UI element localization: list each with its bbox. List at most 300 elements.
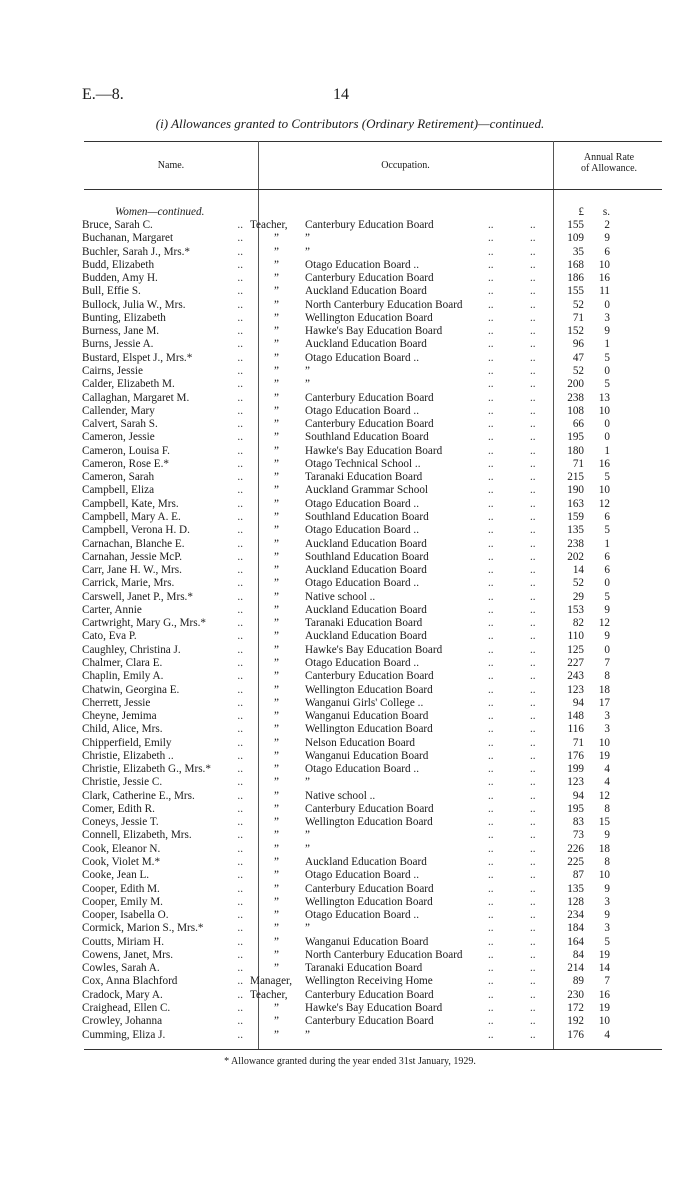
occupation: Canterbury Education Board: [305, 219, 434, 231]
allowance-shillings: 6: [604, 510, 610, 523]
leader-dots: ..: [237, 789, 243, 802]
leader-dots: ..: [530, 1015, 536, 1028]
pensioner-name: Child, Alice, Mrs.: [82, 723, 163, 736]
ditto-mark: ”: [274, 736, 279, 749]
document-reference: E.—8.: [82, 86, 124, 103]
allowance-shillings: 13: [598, 391, 610, 404]
leader-dots: ..: [488, 617, 494, 630]
allowance-shillings: 1: [604, 537, 610, 550]
leader-dots: ..: [530, 935, 536, 948]
leader-dots: ..: [488, 537, 494, 550]
leader-dots: ..: [237, 776, 243, 789]
table-row: [0, 338, 700, 351]
leader-dots: ..: [237, 829, 243, 842]
leader-dots: ..: [530, 471, 536, 484]
allowance-shillings: 9: [604, 603, 610, 616]
allowance-shillings: 10: [598, 736, 610, 749]
leader-dots: ..: [237, 816, 243, 829]
ditto-mark: ”: [274, 842, 279, 855]
table-row: [0, 750, 700, 763]
leader-dots: ..: [237, 656, 243, 669]
allowance-pounds: 96: [572, 338, 584, 351]
leader-dots: ..: [488, 763, 494, 776]
pensioner-name: Cato, Eva P.: [82, 630, 137, 643]
leader-dots: ..: [530, 457, 536, 470]
leader-dots: ..: [237, 590, 243, 603]
occupation: Otago Education Board ..: [305, 351, 420, 364]
leader-dots: ..: [488, 471, 494, 484]
allowance-pounds: 109: [567, 232, 584, 245]
table-row: [0, 790, 700, 803]
table-row: [0, 617, 700, 630]
table-bottom-rule: [84, 1049, 662, 1050]
pensioner-name: Budd, Elizabeth: [82, 258, 155, 271]
ditto-mark: ”: [274, 325, 279, 338]
occupation: Wellington Receiving Home: [305, 975, 433, 988]
table-caption: (i) Allowances granted to Contributors (Ordinary Retirement)—continued.: [155, 116, 545, 131]
leader-dots: ..: [530, 776, 536, 789]
allowance-shillings: 0: [604, 577, 610, 590]
ditto-mark: ”: [274, 802, 279, 815]
table-row: [0, 498, 700, 511]
leader-dots: ..: [530, 630, 536, 643]
table-row: [0, 803, 700, 816]
occupation: ”: [305, 776, 310, 789]
allowance-shillings: 12: [598, 789, 610, 802]
allowance-shillings: 16: [598, 457, 610, 470]
leader-dots: ..: [488, 258, 494, 271]
allowance-pounds: 52: [572, 365, 584, 377]
leader-dots: ..: [488, 856, 494, 868]
leader-dots: ..: [530, 789, 536, 802]
leader-dots: ..: [530, 431, 536, 444]
occupation: Auckland Education Board: [305, 856, 427, 868]
leader-dots: ..: [530, 510, 536, 523]
ditto-mark: ”: [274, 351, 279, 364]
allowance-pounds: 152: [567, 325, 584, 338]
table-row: [0, 232, 700, 245]
allowance-pounds: 87: [572, 869, 584, 882]
leader-dots: ..: [237, 710, 243, 722]
leader-dots: ..: [488, 948, 494, 961]
leader-dots: ..: [488, 418, 494, 430]
leader-dots: ..: [530, 550, 536, 563]
allowance-pounds: 163: [567, 497, 584, 510]
leader-dots: ..: [530, 497, 536, 510]
table-row: [0, 670, 700, 683]
leader-dots: ..: [530, 351, 536, 364]
allowance-pounds: 89: [572, 975, 584, 988]
leader-dots: ..: [488, 285, 494, 298]
leader-dots: ..: [237, 895, 243, 908]
occupation: Canterbury Education Board: [305, 988, 434, 1001]
allowance-pounds: 82: [572, 617, 584, 630]
leader-dots: ..: [237, 418, 243, 430]
leader-dots: ..: [237, 763, 243, 776]
pensioner-name: Cooke, Jean L.: [82, 869, 150, 882]
ditto-mark: ”: [274, 617, 279, 630]
leader-dots: ..: [237, 431, 243, 444]
allowance-pounds: 66: [572, 418, 584, 430]
allowance-pounds: 47: [572, 351, 584, 364]
leader-dots: ..: [488, 842, 494, 855]
occupation: Southland Education Board: [305, 510, 429, 523]
occupation: ”: [305, 829, 310, 842]
leader-dots: ..: [237, 524, 243, 537]
leader-dots: ..: [237, 298, 243, 311]
leader-dots: ..: [488, 736, 494, 749]
leader-dots: ..: [237, 696, 243, 709]
occupation: Native school ..: [305, 590, 376, 603]
leader-dots: ..: [237, 325, 243, 338]
allowance-pounds: 71: [572, 736, 584, 749]
leader-dots: ..: [488, 391, 494, 404]
leader-dots: ..: [237, 272, 243, 285]
allowance-shillings: 0: [604, 298, 610, 311]
table-row: [0, 936, 700, 949]
allowance-shillings: 18: [598, 683, 610, 696]
pensioner-name: Bunting, Elizabeth: [82, 311, 166, 324]
ditto-mark: ”: [274, 245, 279, 258]
pensioner-name: Cox, Anna Blachford: [82, 975, 178, 988]
allowance-pounds: 176: [567, 749, 584, 762]
pensioner-name: Carrick, Marie, Mrs.: [82, 577, 175, 590]
allowance-pounds: 184: [567, 922, 584, 935]
table-row: [0, 285, 700, 298]
ditto-mark: ”: [274, 948, 279, 961]
leader-dots: ..: [488, 683, 494, 696]
pensioner-name: Carr, Jane H. W., Mrs.: [82, 564, 182, 576]
leader-dots: ..: [237, 285, 243, 298]
ditto-mark: ”: [274, 365, 279, 377]
table-row: [0, 445, 700, 458]
pensioner-name: Cowles, Sarah A.: [82, 962, 160, 975]
occupation: Canterbury Education Board: [305, 391, 434, 404]
allowance-shillings: 6: [604, 564, 610, 576]
leader-dots: ..: [530, 829, 536, 842]
leader-dots: ..: [488, 351, 494, 364]
allowance-shillings: 0: [604, 643, 610, 656]
pensioner-name: Bruce, Sarah C.: [82, 219, 153, 231]
leader-dots: ..: [237, 232, 243, 245]
allowance-pounds: 225: [567, 856, 584, 868]
table-row: [0, 644, 700, 657]
ditto-mark: ”: [274, 510, 279, 523]
pensioner-name: Buchanan, Margaret: [82, 232, 174, 245]
occupation: Auckland Education Board: [305, 603, 427, 616]
leader-dots: ..: [237, 922, 243, 935]
ditto-mark: ”: [274, 922, 279, 935]
allowance-shillings: 14: [598, 962, 610, 975]
table-row: [0, 378, 700, 391]
allowance-pounds: 110: [567, 630, 584, 643]
leader-dots: ..: [488, 723, 494, 736]
leader-dots: ..: [530, 922, 536, 935]
page-number: 14: [333, 86, 349, 103]
ditto-mark: ”: [274, 577, 279, 590]
allowance-shillings: 3: [604, 710, 610, 722]
allowance-pounds: 234: [567, 909, 584, 921]
allowance-shillings: 10: [598, 484, 610, 497]
leader-dots: ..: [530, 484, 536, 497]
leader-dots: ..: [237, 245, 243, 258]
table-row: [0, 604, 700, 617]
leader-dots: ..: [237, 219, 243, 231]
pensioner-name: Christie, Jessie C.: [82, 776, 163, 789]
table-row: [0, 989, 700, 1002]
leader-dots: ..: [237, 869, 243, 882]
leader-dots: ..: [237, 882, 243, 895]
ditto-mark: ”: [274, 696, 279, 709]
leader-dots: ..: [488, 524, 494, 537]
ditto-mark: ”: [274, 869, 279, 882]
leader-dots: ..: [530, 696, 536, 709]
allowance-pounds: 164: [567, 935, 584, 948]
leader-dots: ..: [237, 617, 243, 630]
leader-dots: ..: [488, 802, 494, 815]
leader-dots: ..: [488, 564, 494, 576]
leader-dots: ..: [488, 365, 494, 377]
occupation: Wellington Education Board: [305, 683, 433, 696]
leader-dots: ..: [530, 298, 536, 311]
leader-dots: ..: [488, 882, 494, 895]
pensioner-name: Chipperfield, Emily: [82, 736, 172, 749]
allowance-pounds: 84: [572, 948, 584, 961]
occupation: North Canterbury Education Board: [305, 298, 463, 311]
occupation: Wellington Education Board: [305, 311, 433, 324]
pensioner-name: Callaghan, Margaret M.: [82, 391, 190, 404]
table-row: [0, 949, 700, 962]
allowance-pounds: 128: [567, 895, 584, 908]
pensioner-name: Comer, Edith R.: [82, 802, 155, 815]
ditto-mark: ”: [274, 763, 279, 776]
ditto-mark: ”: [274, 378, 279, 391]
leader-dots: ..: [530, 603, 536, 616]
leader-dots: ..: [530, 856, 536, 868]
allowance-pounds: 135: [567, 882, 584, 895]
leader-dots: ..: [488, 510, 494, 523]
table-row: [0, 511, 700, 524]
leader-dots: ..: [488, 298, 494, 311]
leader-dots: ..: [488, 497, 494, 510]
leader-dots: ..: [488, 603, 494, 616]
allowance-shillings: 9: [604, 630, 610, 643]
occupation: Otago Education Board ..: [305, 909, 420, 921]
ditto-mark: ”: [274, 1015, 279, 1028]
pensioner-name: Campbell, Mary A. E.: [82, 510, 181, 523]
leader-dots: ..: [530, 683, 536, 696]
pensioner-name: Christie, Elizabeth ..: [82, 749, 174, 762]
occupation: Auckland Education Board: [305, 537, 427, 550]
pensioner-name: Cooper, Emily M.: [82, 895, 163, 908]
ditto-mark: ”: [274, 643, 279, 656]
pensioner-name: Connell, Elizabeth, Mrs.: [82, 829, 192, 842]
leader-dots: ..: [530, 577, 536, 590]
leader-dots: ..: [530, 802, 536, 815]
leader-dots: ..: [237, 962, 243, 975]
leader-dots: ..: [530, 763, 536, 776]
pensioner-name: Chatwin, Georgina E.: [82, 683, 180, 696]
leader-dots: ..: [237, 351, 243, 364]
pensioner-name: Cameron, Rose E.*: [82, 457, 169, 470]
allowance-pounds: 155: [567, 219, 584, 231]
occupation: Canterbury Education Board: [305, 802, 434, 815]
leader-dots: ..: [237, 670, 243, 683]
pensioner-name: Cherrett, Jessie: [82, 696, 151, 709]
leader-dots: ..: [237, 909, 243, 921]
table-row: [0, 883, 700, 896]
allowance-shillings: 5: [604, 935, 610, 948]
leader-dots: ..: [488, 922, 494, 935]
pensioner-name: Cowens, Janet, Mrs.: [82, 948, 174, 961]
allowance-pounds: 168: [567, 258, 584, 271]
pensioner-name: Chalmer, Clara E.: [82, 656, 163, 669]
occupation: Taranaki Education Board: [305, 471, 423, 484]
leader-dots: ..: [530, 962, 536, 975]
occupation: ”: [305, 378, 310, 391]
ditto-mark: ”: [274, 670, 279, 683]
leader-dots: ..: [237, 365, 243, 377]
allowance-shillings: 6: [604, 550, 610, 563]
allowance-shillings: 12: [598, 497, 610, 510]
column-header-name: Name.: [157, 160, 185, 171]
allowance-pounds: 202: [567, 550, 584, 563]
leader-dots: ..: [237, 630, 243, 643]
allowance-shillings: 9: [604, 909, 610, 921]
ditto-mark: ”: [274, 431, 279, 444]
pensioner-name: Buchler, Sarah J., Mrs.*: [82, 245, 190, 258]
leader-dots: ..: [488, 749, 494, 762]
allowance-shillings: 10: [598, 1015, 610, 1028]
leader-dots: ..: [237, 723, 243, 736]
pensioner-name: Cormick, Marion S., Mrs.*: [82, 922, 204, 935]
table-row: [0, 365, 700, 378]
pensioner-name: Carter, Annie: [82, 603, 142, 616]
leader-dots: ..: [488, 232, 494, 245]
table-row: [0, 418, 700, 431]
allowance-pounds: 172: [567, 1001, 584, 1014]
allowance-pounds: 153: [567, 603, 584, 616]
allowance-pounds: 155: [567, 285, 584, 298]
leader-dots: ..: [530, 909, 536, 921]
leader-dots: ..: [530, 537, 536, 550]
allowance-shillings: 12: [598, 617, 610, 630]
occupation: ”: [305, 365, 310, 377]
allowance-pounds: 243: [567, 670, 584, 683]
allowance-shillings: 10: [598, 258, 610, 271]
allowance-shillings: 16: [598, 272, 610, 285]
leader-dots: ..: [488, 431, 494, 444]
table-row: [0, 723, 700, 736]
occupation: ”: [305, 232, 310, 245]
allowance-pounds: 125: [567, 643, 584, 656]
leader-dots: ..: [530, 869, 536, 882]
allowance-pounds: 71: [572, 457, 584, 470]
occupation: Wellington Education Board: [305, 895, 433, 908]
pensioner-name: Cooper, Edith M.: [82, 882, 160, 895]
pensioner-name: Christie, Elizabeth G., Mrs.*: [82, 763, 211, 776]
leader-dots: ..: [530, 710, 536, 722]
leader-dots: ..: [237, 404, 243, 417]
table-row: [0, 1002, 700, 1015]
allowance-shillings: 5: [604, 590, 610, 603]
occupation: Otago Education Board ..: [305, 497, 420, 510]
occupation: Wanganui Girls' College ..: [305, 696, 424, 709]
table-row: [0, 896, 700, 909]
occupation: Hawke's Bay Education Board: [305, 444, 443, 457]
ditto-mark: ”: [274, 232, 279, 245]
ditto-mark: ”: [274, 935, 279, 948]
table-row: [0, 325, 700, 338]
leader-dots: ..: [530, 272, 536, 285]
pensioner-name: Cook, Eleanor N.: [82, 842, 161, 855]
leader-dots: ..: [488, 656, 494, 669]
leader-dots: ..: [488, 404, 494, 417]
allowance-pounds: 186: [567, 272, 584, 285]
allowance-pounds: 159: [567, 510, 584, 523]
ditto-mark: ”: [274, 418, 279, 430]
leader-dots: ..: [530, 617, 536, 630]
allowance-pounds: 176: [567, 1028, 584, 1041]
pensioner-name: Campbell, Kate, Mrs.: [82, 497, 179, 510]
leader-dots: ..: [488, 776, 494, 789]
leader-dots: ..: [488, 829, 494, 842]
pensioner-name: Bullock, Julia W., Mrs.: [82, 298, 186, 311]
leader-dots: ..: [530, 378, 536, 391]
leader-dots: ..: [237, 497, 243, 510]
table-row: [0, 776, 700, 789]
table-row: [0, 246, 700, 259]
section-heading: Women—continued.: [115, 206, 205, 218]
leader-dots: ..: [530, 404, 536, 417]
table-row: [0, 591, 700, 604]
allowance-shillings: 6: [604, 245, 610, 258]
ditto-mark: ”: [274, 285, 279, 298]
allowance-pounds: 148: [567, 710, 584, 722]
leader-dots: ..: [237, 311, 243, 324]
leader-dots: ..: [237, 510, 243, 523]
allowance-shillings: 5: [604, 351, 610, 364]
table-row: [0, 710, 700, 723]
table-row: [0, 763, 700, 776]
occupation: Native school ..: [305, 789, 376, 802]
ditto-mark: ”: [274, 882, 279, 895]
occupation: Hawke's Bay Education Board: [305, 1001, 443, 1014]
occupation: Auckland Education Board: [305, 630, 427, 643]
allowance-pounds: 123: [567, 776, 584, 789]
occupation: Southland Education Board: [305, 431, 429, 444]
allowance-shillings: 9: [604, 325, 610, 338]
allowance-pounds: 14: [572, 564, 584, 576]
allowance-shillings: 9: [604, 232, 610, 245]
allowance-shillings: 0: [604, 365, 610, 377]
ditto-mark: ”: [274, 1001, 279, 1014]
allowance-pounds: 199: [567, 763, 584, 776]
allowance-shillings: 5: [604, 378, 610, 391]
pensioner-name: Bull, Effie S.: [82, 285, 141, 298]
occupation: Wellington Education Board: [305, 816, 433, 829]
occupation: Wanganui Education Board: [305, 749, 429, 762]
leader-dots: ..: [530, 338, 536, 351]
allowance-shillings: 9: [604, 829, 610, 842]
allowance-shillings: 0: [604, 418, 610, 430]
leader-dots: ..: [488, 577, 494, 590]
pensioner-name: Coneys, Jessie T.: [82, 816, 159, 829]
table-row: [0, 551, 700, 564]
leader-dots: ..: [237, 603, 243, 616]
allowance-shillings: 4: [604, 776, 610, 789]
pensioner-name: Carnachan, Blanche E.: [82, 537, 185, 550]
